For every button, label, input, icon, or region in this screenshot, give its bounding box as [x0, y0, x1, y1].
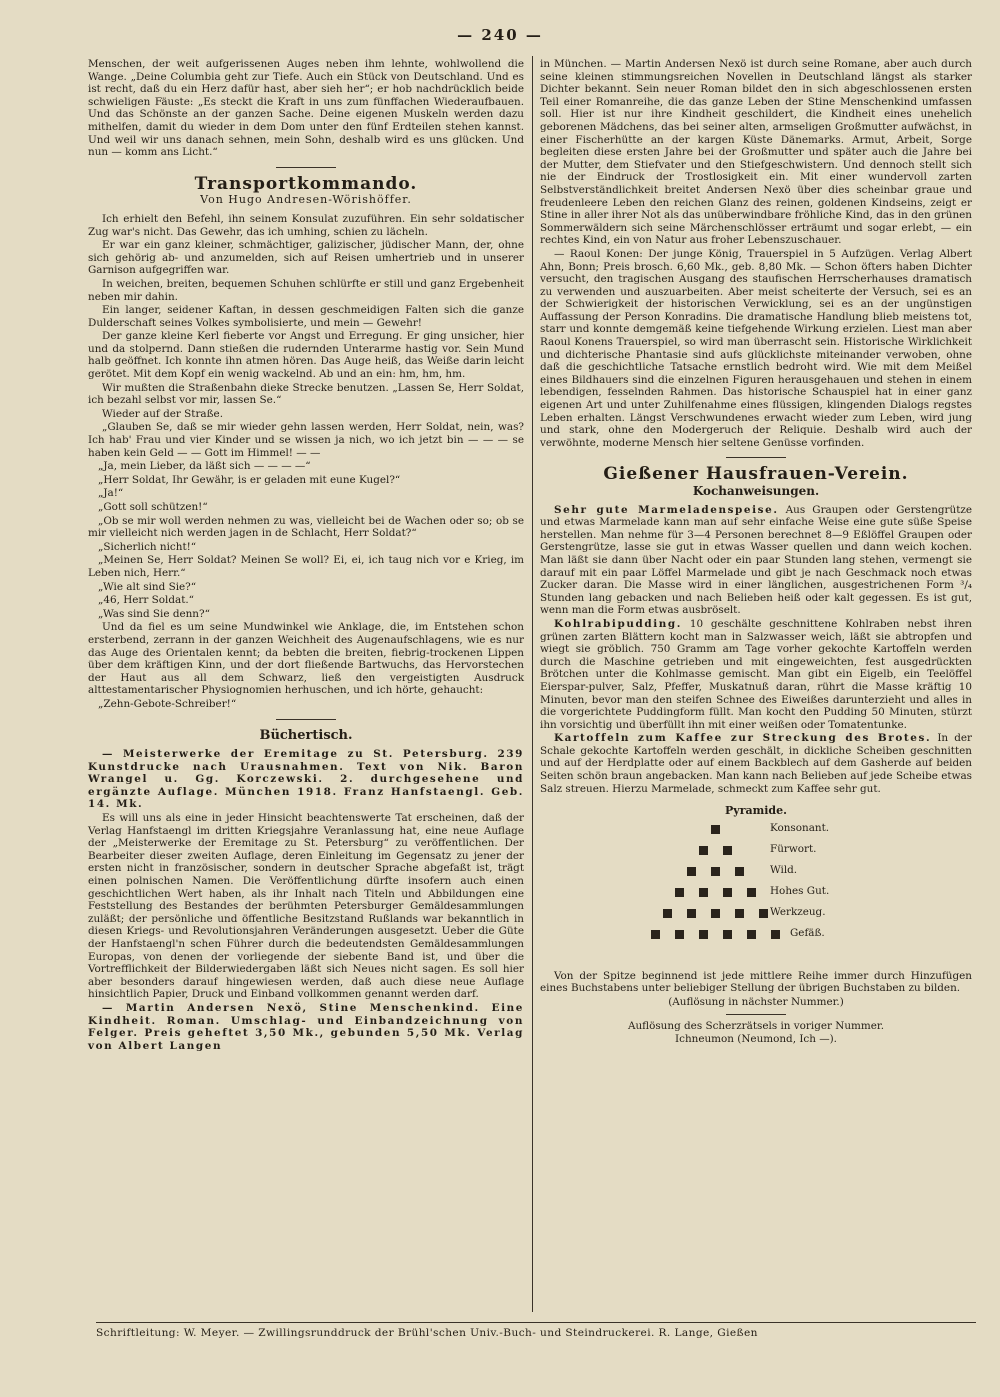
letter-square	[711, 825, 720, 834]
section-divider	[726, 457, 786, 458]
pyramid-instructions: Von der Spitze beginnend ist jede mittlere Reihe immer durch Hinzufügen eines Buchstabens unter beliebiger Stellung der übrigen Buchstaben zu bilden.	[540, 969, 972, 995]
pyramid-clue: Fürwort.	[770, 842, 817, 855]
story-dialogue: „Ob se mir woll werden nehmen zu was, vielleicht bei de Wachen oder so; ob se mir vielleicht nich werden jagen in de Schlacht, Herr Soldat?“	[88, 514, 524, 540]
story-dialogue: „Zehn-Gebote-Schreiber!“	[98, 697, 237, 710]
book-review-text: Es will uns als eine in jeder Hinsicht beachtenswerte Tat erscheinen, daß der Verlag Hanfstaengl im dritten Kriegsjahre Veranlassung hat, eine neue Auflage der „Meisterwerke der Eremitage zu St. Petersburg“ zu veröffentlichen. Der Bearbeiter dieser zweiten Auflage, deren Einleitung im Gegensatz zu jener der ersten nicht in französischer, sondern in deutscher Sprache abgefaßt ist, trägt einen polnischen Namen. Die Veröffentlichung dürfte insofern auch einen geschichtlichen Wert haben, als ihr Inhalt nach Titeln und Abbildungen eine Feststellung des Bestandes der berühmten Petersburger Gemäldesammlungen zuläßt; der persönliche und öffentliche Besitzstand Rußlands war bekanntlich in diesen Kriegs- und Revolutionsjahren Veränderungen ausgesetzt. Ueber die Güte der Hanfstaengl'n schen Führer durch die bedeutendsten Gemäldesammlungen Europas, von denen der vorliegende der siebente Band ist, und über die Vortrefflichkeit der Bilderwiedergaben läßt sich Neues nicht sagen. Es soll hier aber besonders darauf hingewiesen werden, daß auch diese neue Auflage hinsichtlich Papier, Druck und Einband vollkommen genannt werden darf.	[88, 812, 524, 1001]
letter-square	[723, 930, 732, 939]
book-review-heading: — Martin Andersen Nexö, Stine Menschenkind. Eine Kindheit. Roman. Umschlag- und Einbandzeichnung von Felger. Preis geheftet 3,50 Mk., gebunden 5,50 Mk. Verlag von Albert Langen	[88, 1001, 524, 1052]
letter-square	[735, 909, 744, 918]
story-paragraph: „Glauben Se, daß se mir wieder gehn lassen werden, Herr Soldat, nein, was? Ich hab' Frau und vier Kinder und se wissen ja nich, wo ich jetzt bin — — — se haben kein Geld — — Gott im Himmel! — —	[88, 421, 524, 459]
recipe	[540, 618, 972, 731]
pyramid-row	[600, 864, 900, 880]
letter-square	[747, 930, 756, 939]
book-review-text: in München. — Martin Andersen Nexö ist durch seine Romane, aber auch durch seine kleinen stimmungsreichen Novellen in Deutschland längst als starker Dichter bekannt. Sein neuer Roman bildet den in sich abgeschlossenen ersten Teil einer Romanreihe, die das ganze Leben der Stine Menschenkind umfassen soll. Hier ist nur ihre Kindheit geschildert, die Kindheit eines unehelich geborenen Mädchens, das bei seiner alten, armseligen Großmutter aufwächst, in einer Fischerhütte an der kargen Küste Dänemarks. Armut, Arbeit, Sorge begleiten diese ersten Jahre bei der Großmutter und später auch die Jahre bei der Mutter, dem Stiefvater und den Stiefgeschwistern. Und dennoch stellt sich nie der Eindruck der Trostlosigkeit ein. Mit einer wundervoll zarten Selbstverständlichkeit breitet Andersen Nexö über dies scheinbar graue und freudenleere Leben den reichen Glanz des reinen, goldenen Kindseins, zeigt er Stine in aller ihrer Not als das unüberwindbare fröhliche Kind, das in den grünen Sommerwäldern sich seine Märchenschlösser erträumt und sogar erlebt, — ein rechtes Kind, ein von Natur aus froher Lebenszuschauer.	[540, 58, 972, 247]
solution-text: Ichneumon (Neumond, Ich —).	[675, 1033, 837, 1046]
letter-square	[675, 888, 684, 897]
letter-square	[699, 930, 708, 939]
letter-square	[711, 867, 720, 876]
pyramid-row	[600, 906, 900, 922]
story-paragraph: Und da fiel es um seine Mundwinkel wie Anklage, die, im Entstehen schon ersterbend, zerrann in der ganzen Weichheit des Augenaufschlagens, wie es nur das Auge des Orientalen kennt; da bebten die breiten, fiebrig-trockenen Lippen über dem kräftigen Kinn, und der dort fließende Bartwuchs, das Hervorstechen der Haut aus all dem Schwarz, ließ den vergeistigten Ausdruck alttestamentarischer Physiognomien herhuschen, und ich hörte, gehaucht:	[88, 621, 524, 697]
section-divider	[726, 1014, 786, 1015]
pyramid-row	[600, 843, 900, 859]
story-paragraph: Ich erhielt den Befehl, ihn seinem Konsulat zuzuführen. Ein sehr soldatischer Zug war's nicht. Das Gewehr, das ich umhing, schien zu lächeln.	[88, 212, 524, 238]
letter-square	[723, 888, 732, 897]
letter-square	[771, 930, 780, 939]
letter-square	[759, 909, 768, 918]
story-paragraph: Wieder auf der Straße.	[102, 407, 223, 420]
letter-square	[747, 888, 756, 897]
pyramid-clue: Wild.	[770, 863, 798, 876]
story-intro: Menschen, der weit aufgerissenen Auges neben ihm lehnte, wohlwollend die Wange. „Deine Columbia geht zur Tiefe. Auch ein Stück von Deutschland. Und es ist recht, daß du ein Herz dafür hast, aber sieh her“; er hob nachdrücklich beide schwieligen Fäuste: „Es steckt die Kraft in uns zum fünffachen Wiederaufbauen. Und das Schönste an der ganzen Sache. Deine eigenen Muskeln werden dazu mithelfen, damit du wieder in dem Dom unter den fünf Erdteilen stehen kannst. Und weil wir uns danach sehnen, mein Sohn, deshalb wird es uns glücken. Und nun — komm ans Licht.“	[88, 58, 524, 159]
recipe-name: Kohlrabipudding.	[554, 617, 682, 630]
story-dialogue: „46, Herr Soldat.“	[98, 594, 194, 607]
story-paragraph: Ein langer, seidener Kaftan, in dessen geschmeidigen Falten sich die ganze Dulderschaft seines Volkes symbolisierte, und mein — Gewehr!	[88, 304, 524, 329]
story-byline: Von Hugo Andresen-Wörishöffer.	[200, 193, 412, 207]
letter-square	[723, 846, 732, 855]
pyramid-row	[600, 822, 900, 838]
book-review-text: — Raoul Konen: Der junge König, Trauerspiel in 5 Aufzügen. Verlag Albert Ahn, Bonn; Preis brosch. 6,60 Mk., geb. 8,80 Mk. — Schon öfters haben Dichter versucht, den tragischen Ausgang des staufischen Herrscherhauses dramatisch zu verwenden und auszuarbeiten. Aber meist scheiterte der Versuch, sei es an der Schwierigkeit der historischen Verwicklung, sei es an der ungünstigen Auffassung der Person Konradins. Die dramatische Handlung blieb meistens tot, starr und konnte demgemäß keine tiefgehende Wirkung erzielen. Liest man aber Raoul Konens Trauerspiel, so wird man überrascht sein. Historische Wirklichkeit und dichterische Phantasie sind aufs glücklichste miteinander verwoben, ohne daß die geschichtliche Tatsache ernstlich bedroht wird. Wie mit dem Meißel eines Bildhauers sind die einzelnen Figuren herausgehauen und stehen in einem lebendigen, fesselnden Rahmen. Das historische Schauspiel hat in einer ganz eigenen Art und unter Zuhilfenahme eines flüssigen, klingenden Dialogs regstes Leben erhalten. Längst Verschwundenes erwacht wieder zum Leben, wird jung und stark, ohne den Modergeruch der Reliquie. Deshalb wird auch der verwöhnte, moderne Mensch hier seltene Genüsse vorfinden.	[540, 247, 972, 449]
letter-square	[711, 909, 720, 918]
section-divider	[276, 167, 336, 168]
letter-square	[663, 909, 672, 918]
letter-square	[735, 867, 744, 876]
story-dialogue: „Sicherlich nicht!“	[98, 540, 197, 553]
books-title: Büchertisch.	[259, 727, 353, 743]
pyramid-next-note: (Auflösung in nächster Nummer.)	[668, 996, 844, 1009]
recipe-name: Kartoffeln zum Kaffee zur Streckung des Brotes.	[554, 732, 932, 745]
recipe	[540, 504, 972, 617]
recipe	[540, 732, 972, 795]
left-column	[88, 58, 524, 1053]
story-dialogue: „Ja, mein Lieber, da läßt sich — — — —“	[98, 460, 311, 473]
letter-square	[687, 867, 696, 876]
story-dialogue: „Was sind Sie denn?“	[98, 607, 210, 620]
pyramid-clue: Hohes Gut.	[770, 884, 830, 897]
letter-square	[699, 846, 708, 855]
story-title: Transportkommando.	[194, 173, 418, 194]
column-divider	[532, 56, 533, 1312]
story-paragraph: In weichen, breiten, bequemen Schuhen schlürfte er still und ganz Ergebenheit neben mir dahin.	[88, 277, 524, 303]
story-dialogue: „Meinen Se, Herr Soldat? Meinen Se woll? Ei, ei, ich taug nich vor e Krieg, im Leben nich, Herr.“	[88, 554, 524, 579]
pyramid-clue: Gefäß.	[790, 926, 825, 939]
club-title: Gießener Hausfrauen-Verein.	[603, 464, 909, 485]
pyramid-row	[600, 885, 900, 901]
letter-square	[675, 930, 684, 939]
section-divider	[276, 719, 336, 720]
recipe-text: In der Schale gekochte Kartoffeln werden geschält, in dickliche Scheiben geschnitten und auf der Herdplatte oder auf einem Backblech auf dem Gasherde auf beiden Seiten schön braun angebacken. Man kann nach Belieben auf jede Scheibe etwas Salz streuen. Hierzu Marmelade, schmeckt zum Kaffee sehr gut.	[540, 732, 972, 795]
story-dialogue: „Wie alt sind Sie?“	[98, 580, 197, 593]
solution-title: Auflösung des Scherzrätsels in voriger Nummer.	[627, 1019, 885, 1032]
story-paragraph: Er war ein ganz kleiner, schmächtiger, galizischer, jüdischer Mann, der, ohne sich gehörig ab- und anzumelden, sich auf Reisen umhertrieb und in unserer Garnison aufgegriffen war.	[88, 239, 524, 277]
club-subtitle: Kochanweisungen.	[692, 484, 820, 498]
story-dialogue: „Herr Soldat, Ihr Gewähr, is er geladen mit eune Kugel?“	[98, 473, 401, 486]
story-dialogue: „Gott soll schützen!“	[98, 501, 208, 513]
story-dialogue: „Ja!“	[98, 487, 124, 500]
recipe-text: 10 geschälte geschnittene Kohlraben nebst ihren grünen zarten Blättern kocht man in Salzwasser weich, läßt sie abtropfen und wiegt sie gröblich. 750 Gramm am Tage vorher gekochte Kartoffeln werden durch die Maschine getrieben und mit eingeweichten, fest ausgedrückten Brötchen unter die Kohlmasse gemischt. Man gibt ein Eigelb, ein Teelöffel Eierspar-pulver, Salz, Pfeffer, Muskatnuß daran, rührt die Masse kräftig 10 Minuten, bevor man den steifen Schnee des Eiweißes darunterzieht und alles in die vorgerichtete Puddingform füllt. Man kocht den Pudding 50 Minuten, stürzt ihn vorsichtig und überfüllt ihn mit einer weißen oder Tomatentunke.	[540, 617, 972, 731]
letter-square	[687, 909, 696, 918]
pyramid-row	[600, 927, 900, 943]
pyramid-puzzle	[600, 822, 900, 970]
pyramid-title: Pyramide.	[725, 804, 787, 818]
pyramid-clue: Werkzeug.	[770, 905, 826, 918]
letter-square	[699, 888, 708, 897]
right-column	[540, 58, 972, 1047]
recipe-name: Sehr gute Marmeladenspeise.	[554, 503, 779, 516]
recipe-text: Aus Graupen oder Gerstengrütze und etwas Marmelade kann man auf sehr einfache Weise eine gute süße Speise herstellen. Man nehme für 3—4 Personen berechnet 8—9 Eßlöffel Graupen oder Gerstengrütze, lasse sie gut in etwas Wasser quellen und dann weich kochen. Man läßt sie dann über Nacht oder ein paar Stunden lang stehen, vermengt sie darauf mit ein paar Löffel Marmelade und gibt je nach Geschmack noch etwas Zucker daran. Die Masse wird in einer länglichen, ausgestrichenen Form ³/₄ Stunden lang gebacken und nach Belieben heiß oder kalt gegessen. Es ist gut, wenn man die Form etwas ausbröselt.	[540, 503, 972, 617]
story-paragraph: Der ganze kleine Kerl fieberte vor Angst und Erregung. Er ging unsicher, hier und da stolpernd. Dann stießen die rudernden Unterarme hastig vor. Sein Mund halb geöffnet. Ich konnte ihn atmen hören. Das Auge heiß, das Weiße darin leicht gerötet. Mit dem Kopf ein wenig wackelnd. Ab und an ein: hm, hm, hm.	[88, 330, 524, 381]
book-review-heading: — Meisterwerke der Eremitage zu St. Petersburg. 239 Kunstdrucke nach Urausnahmen. Text von Nik. Baron Wrangel u. Gg. Korczewski. 2. durchgesehene und ergänzte Auflage. München 1918. Franz Hanfstaengl. Geb. 14. Mk.	[88, 748, 524, 811]
imprint-footer: Schriftleitung: W. Meyer. — Zwillingsrunddruck der Brühl'schen Univ.-Buch- und Steindruckerei. R. Lange, Gießen	[96, 1322, 976, 1339]
story-paragraph: Wir mußten die Straßenbahn dieke Strecke benutzen. „Lassen Se, Herr Soldat, ich bezahl selbst vor mir, lassen Se.“	[88, 381, 524, 407]
page-number: — 240 —	[457, 26, 543, 44]
letter-square	[651, 930, 660, 939]
pyramid-clue: Konsonant.	[770, 821, 830, 834]
